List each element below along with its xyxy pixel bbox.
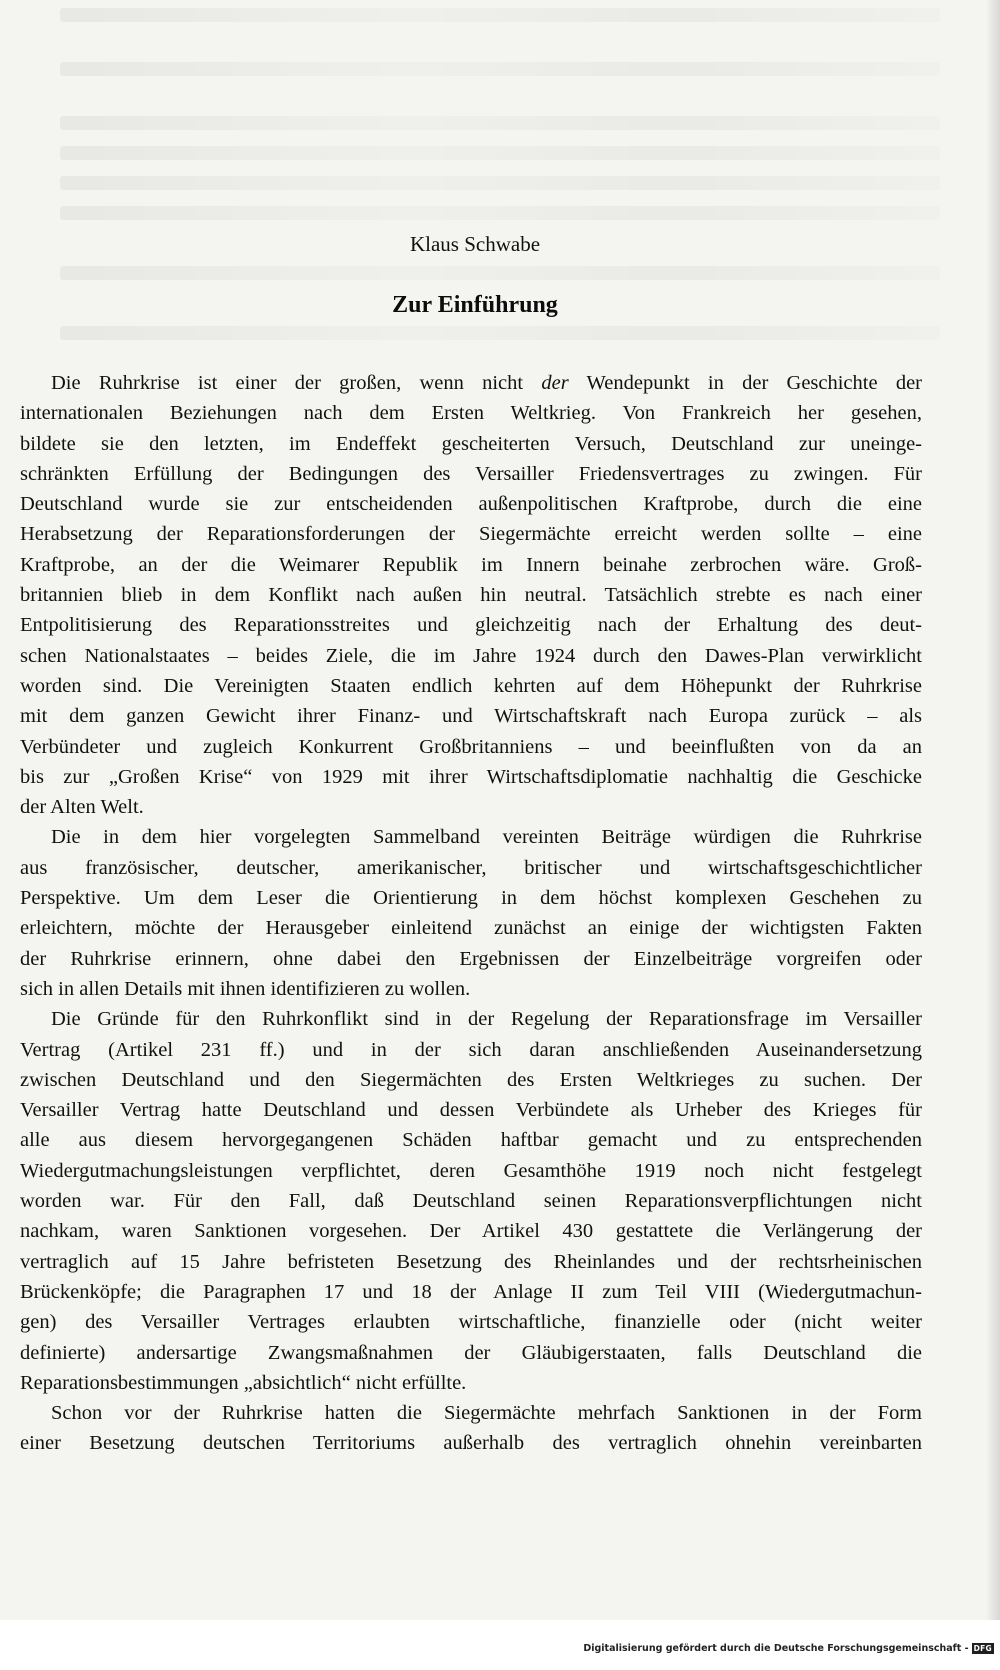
text-line: erleichtern, möchte der Herausgeber einleitend zunächst an einige der wichtigsten Fakten	[20, 917, 922, 940]
reverse-side-shadow	[60, 326, 940, 340]
text-line: schränkten Erfüllung der Bedingungen des Versailler Friedensvertrages zu zwingen. Für	[20, 462, 922, 485]
paragraph	[20, 368, 922, 822]
reverse-side-shadow	[60, 116, 940, 130]
text-line: gen) des Versailler Vertrages erlaubten wirtschaftliche, finanzielle oder (nicht weiter	[20, 1311, 922, 1334]
author-name: Klaus Schwabe	[409, 232, 541, 256]
text-line: Brückenköpfe; die Paragraphen 17 und 18 der Anlage II zum Teil VIII (Wiedergutmachun-	[20, 1280, 922, 1303]
article-title: Zur Einführung	[392, 292, 558, 318]
text-line: definierte) andersartige Zwangsmaßnahmen der Gläubigerstaaten, falls Deutschland die	[20, 1341, 922, 1364]
text-line: einer Besetzung deutschen Territoriums außerhalb des vertraglich ohnehin vereinbarten	[20, 1432, 922, 1455]
text-line: der Alten Welt.	[20, 796, 144, 819]
text-line: vertraglich auf 15 Jahre befristeten Besetzung des Rheinlandes und der rechtsrheinischen	[20, 1250, 922, 1273]
text-line: Die Gründe für den Ruhrkonflikt sind in der Regelung der Reparationsfrage im Versailler	[51, 1008, 922, 1031]
text-line: britannien blieb in dem Konflikt nach außen hin neutral. Tatsächlich strebte es nach einer	[20, 584, 922, 607]
text-line: Wiedergutmachungsleistungen verpflichtet, deren Gesamthöhe 1919 noch nicht festgelegt	[20, 1159, 922, 1182]
text-line: sich in allen Details mit ihnen identifizieren zu wollen.	[20, 977, 471, 1000]
text-line: alle aus diesem hervorgegangenen Schäden haftbar gemacht und zu entsprechenden	[20, 1129, 922, 1152]
text-line: schen Nationalstaates – beides Ziele, die im Jahre 1924 durch den Dawes-Plan verwirklicht	[20, 644, 922, 667]
dfg-logo-icon: DFG	[973, 1644, 992, 1653]
article-body	[20, 368, 922, 1459]
text-line: Perspektive. Um dem Leser die Orientierung in dem höchst komplexen Geschehen zu	[20, 887, 922, 910]
paragraph	[20, 1004, 922, 1398]
text-line: Verbündeter und zugleich Konkurrent Großbritanniens – und beeinflußten von da an	[20, 735, 922, 758]
funding-credit-text: Digitalisierung gefördert durch die Deutsche Forschungsgemeinschaft -	[583, 1643, 969, 1654]
text-line: der Ruhrkrise erinnern, ohne dabei den Ergebnissen der Einzelbeiträge vorgreifen oder	[20, 947, 922, 970]
text-line: Die Ruhrkrise ist einer der großen, wenn nicht der Wendepunkt in der Geschichte der	[51, 372, 922, 394]
reverse-side-shadow	[60, 266, 940, 280]
text-line: Entpolitisierung des Reparationsstreites und gleichzeitig nach der Erhaltung des deut-	[20, 614, 922, 637]
text-line: Vertrag (Artikel 231 ff.) und in der sich daran anschließenden Auseinandersetzung	[20, 1038, 922, 1061]
text-line: Reparationsbestimmungen „absichtlich“ nicht erfüllte.	[20, 1371, 467, 1394]
text-line: worden war. Für den Fall, daß Deutschland seinen Reparationsverpflichtungen nicht	[20, 1190, 922, 1213]
text-line: internationalen Beziehungen nach dem Ersten Weltkrieg. Von Frankreich her gesehen,	[20, 402, 922, 425]
text-line: Die in dem hier vorgelegten Sammelband vereinten Beiträge würdigen die Ruhrkrise	[51, 826, 922, 849]
reverse-side-shadow	[60, 62, 940, 76]
text-line: Herabsetzung der Reparationsforderungen der Siegermächte erreicht werden sollte – eine	[20, 523, 922, 546]
text-line: Versailler Vertrag hatte Deutschland und dessen Verbündete als Urheber des Krieges für	[20, 1099, 922, 1122]
text-line: worden sind. Die Vereinigten Staaten endlich kehrten auf dem Höhepunkt der Ruhrkrise	[20, 674, 922, 697]
paragraph	[20, 822, 922, 1004]
text-line: bildete sie den letzten, im Endeffekt gescheiterten Versuch, Deutschland zur uneinge-	[20, 432, 922, 455]
text-line: zwischen Deutschland und den Siegermächten des Ersten Weltkrieges zu suchen. Der	[20, 1068, 922, 1091]
text-line: Kraftprobe, an der die Weimarer Republik im Innern beinahe zerbrochen wäre. Groß-	[20, 553, 922, 576]
funding-credit	[583, 1643, 994, 1654]
reverse-side-shadow	[60, 146, 940, 160]
text-line: aus französischer, deutscher, amerikanischer, britischer und wirtschaftsgeschichtlicher	[20, 856, 922, 879]
reverse-side-shadow	[60, 206, 940, 220]
text-line: bis zur „Großen Krise“ von 1929 mit ihrer Wirtschaftsdiplomatie nachhaltig die Geschicke	[20, 765, 922, 788]
text-line: Schon vor der Ruhrkrise hatten die Siegermächte mehrfach Sanktionen in der Form	[51, 1402, 922, 1425]
reverse-side-shadow	[60, 176, 940, 190]
page-edge-shadow	[986, 0, 1000, 1620]
text-line: nachkam, waren Sanktionen vorgesehen. Der Artikel 430 gestattete die Verlängerung der	[20, 1220, 922, 1243]
paragraph	[20, 1398, 922, 1459]
reverse-side-shadow	[60, 8, 940, 22]
text-line: mit dem ganzen Gewicht ihrer Finanz- und Wirtschaftskraft nach Europa zurück – als	[20, 705, 922, 728]
text-line: Deutschland wurde sie zur entscheidenden außenpolitischen Kraftprobe, durch die eine	[20, 493, 922, 516]
footer-bar	[0, 1620, 1000, 1670]
